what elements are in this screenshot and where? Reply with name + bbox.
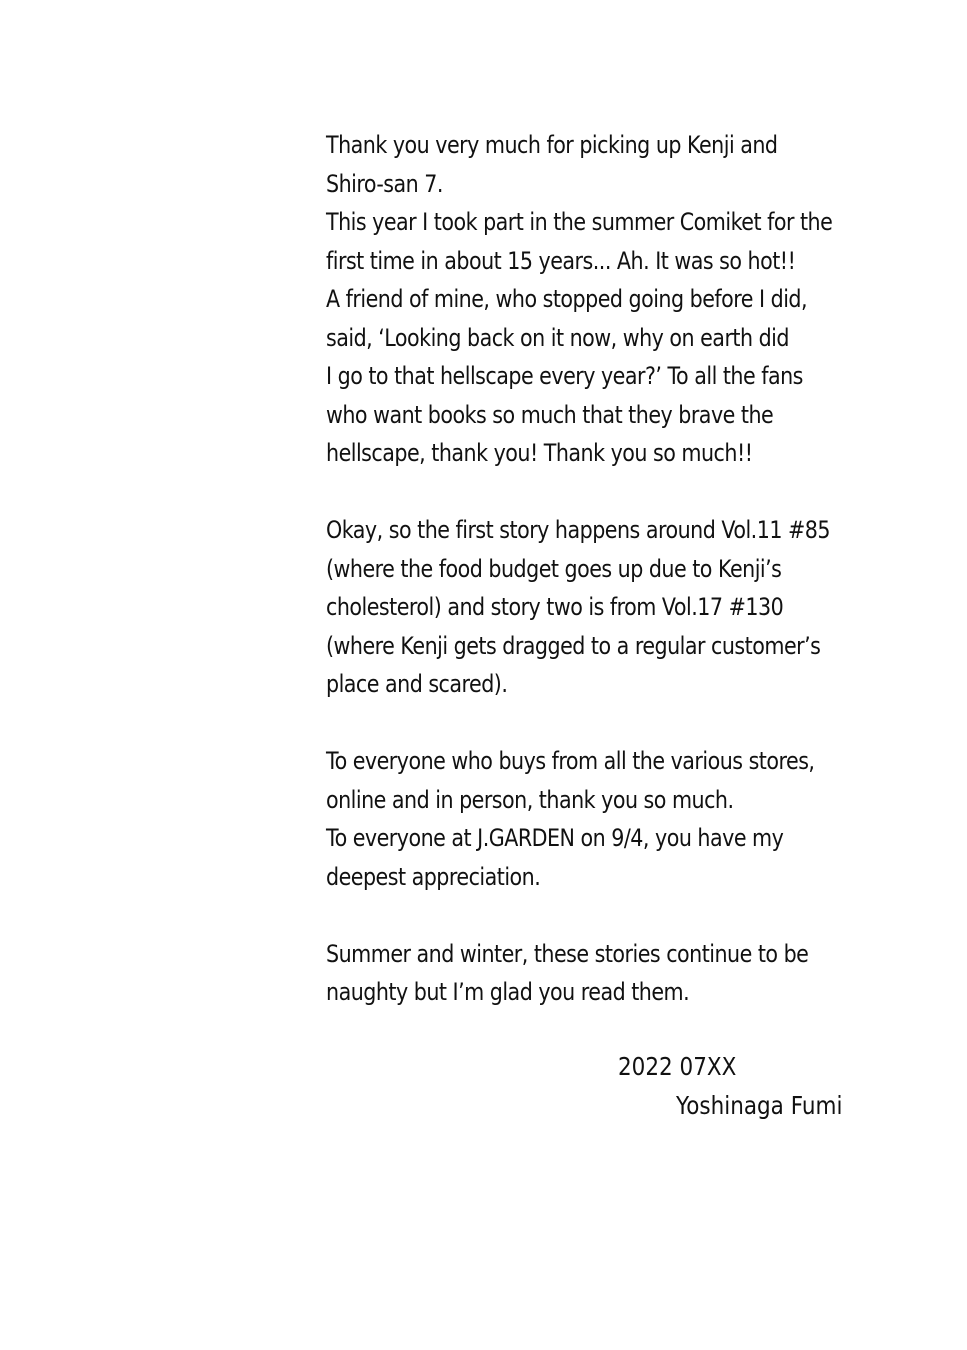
signature-date: 2022 07XX [618, 1052, 737, 1081]
text-line: place and scared). [326, 670, 508, 698]
text-line: (where the food budget goes up due to Kenji’s [326, 554, 782, 583]
text-line: To everyone who buys from all the various stores, [326, 747, 815, 775]
text-line: Shiro-san 7. [326, 169, 443, 198]
text-line: Thank you very much for picking up Kenji and [326, 131, 778, 159]
text-line: deepest appreciation. [326, 862, 541, 891]
signature-author: Yoshinaga Fumi [676, 1091, 843, 1120]
paragraph-closing [326, 935, 842, 1012]
text-line: hellscape, thank you! Thank you so much!! [326, 439, 753, 467]
text-line: who want books so much that they brave the [326, 400, 774, 429]
text-line: A friend of mine, who stopped going before I did, [326, 285, 808, 313]
text-line: To everyone at J.GARDEN on 9/4, you have my [326, 824, 784, 852]
text-line: said, ‘Looking back on it now, why on earth did [326, 323, 789, 352]
paragraph-thanks [326, 126, 842, 473]
text-line: (where Kenji gets dragged to a regular customer’s [326, 631, 821, 660]
text-line: first time in about 15 years... Ah. It was so hot!! [326, 246, 796, 275]
paragraph-stores [326, 742, 842, 896]
afterword-text [326, 126, 842, 1050]
text-line: online and in person, thank you so much. [326, 785, 734, 814]
paragraph-stories [326, 511, 842, 704]
text-line: Summer and winter, these stories continue to be [326, 939, 809, 968]
text-line: This year I took part in the summer Comiket for the [326, 208, 833, 236]
text-line: cholesterol) and story two is from Vol.17 #130 [326, 593, 784, 621]
text-line: I go to that hellscape every year?’ To all the fans [326, 362, 803, 390]
text-line: Okay, so the first story happens around Vol.11 #85 [326, 516, 831, 544]
text-line: naughty but I’m glad you read them. [326, 978, 690, 1006]
